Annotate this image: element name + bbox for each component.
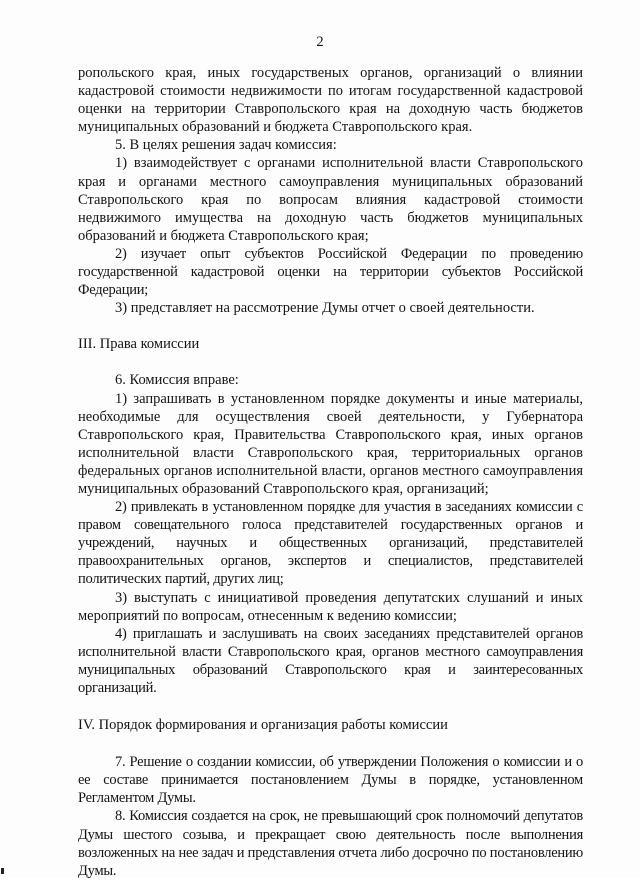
paragraph-6-item-4: 4) приглашать и заслушивать на своих заседаниях представителей органов исполнительной власти Ставропольского края, органов местного самоуправления муниципальных образований Ставропольского края и заинтересованных организаций. — [78, 625, 583, 696]
paragraph-5-intro: 5. В целях решения задач комиссия: — [115, 137, 337, 154]
paragraph-5-item-1: 1) взаимодействует с органами исполнительной власти Ставропольского края и органами местного самоуправления муниципальных образований Ставропольского края по вопросам влияния кадастровой стоимости недвижимого имущества на доходную часть бюджетов муниципальных образований и бюджета Ставропольского края; — [78, 155, 583, 244]
paragraph-6-item-2: 2) привлекать в установленном порядке для участия в заседаниях комиссии с правом совещательного голоса представителей государственных органов и учреждений, научных и общественных организаций, представителей правоохранительных органов, экспертов и специалистов, представителей политических партий, других лиц; — [78, 499, 583, 588]
paragraph-continuation: ропольского края, иных государственых органов, организаций о влиянии кадастровой стоимости недвижимости по итогам государственной кадастровой оценки на территории Ставропольского края на доходную часть бюджетов муниципальных образований и бюджета Ставропольского края. — [78, 65, 583, 136]
paragraph-8: 8. Комиссия создается на срок, не превышающий срок полномочий депутатов Думы шестого созыва, и прекращает свою деятельность после выполнения возложенных на нее задач и представления отчета либо досрочно по постановлению Думы. — [78, 808, 583, 879]
paragraph-5-item-3: 3) представляет на рассмотрение Думы отчет о своей деятельности. — [115, 300, 535, 317]
paragraph-5-item-2: 2) изучает опыт субъектов Российской Федерации по проведению государственной кадастровой оценки на территории субъектов Российской Федерации; — [78, 245, 583, 299]
paragraph-7: 7. Решение о создании комиссии, об утверждении Положения о комиссии и о ее составе принимается постановлением Думы в порядке, установленном Регламентом Думы. — [78, 754, 583, 807]
scan-margin-mark — [1, 868, 4, 874]
section-heading-3: III. Права комиссии — [78, 336, 200, 353]
section-heading-4: IV. Порядок формирования и организация работы комиссии — [78, 717, 448, 734]
paragraph-6-intro: 6. Комиссия вправе: — [115, 372, 239, 389]
paragraph-6-item-3: 3) выступать с инициативой проведения депутатских слушаний и иных мероприятий по вопросам, отнесенным к ведению комиссии; — [78, 589, 583, 624]
page-number: 2 — [316, 34, 324, 50]
paragraph-6-item-1: 1) запрашивать в установленном порядке документы и иные материалы, необходимые для осуществления своей деятельности, у Губернатора Ставропольского края, Правительства Ставропольского края, иных органов исполнительной власти Ставропольского края, территориальных органов федеральных органов исполнительной власти, органов местного самоуправления муниципальных образований Ставропольского края, организаций; — [78, 390, 583, 497]
document-body — [78, 64, 583, 880]
